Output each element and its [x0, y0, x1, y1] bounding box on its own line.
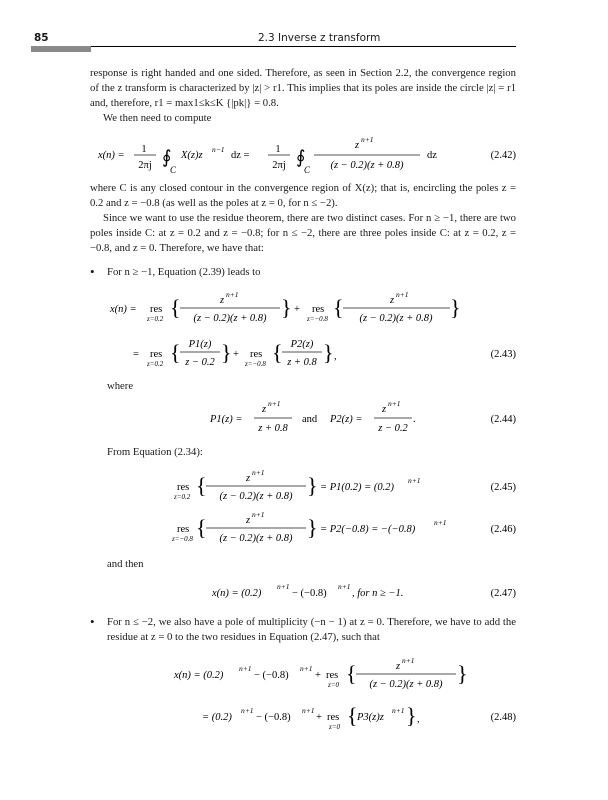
eq244-p1-num: z: [262, 404, 267, 415]
eq248-p3-exp: n+1: [392, 706, 405, 715]
eq246-rhs: = P2(−0.8) = −(−0.8): [320, 524, 416, 535]
equation-2-45: [90, 466, 516, 506]
eq243-sub1: z=0.2: [147, 315, 164, 323]
eq245-num: z: [246, 473, 251, 484]
right-brace-icon-5: }: [307, 473, 318, 498]
eq247-c: , for n ≥ −1.: [352, 588, 404, 599]
equation-2-44-svg: [90, 398, 516, 438]
eq247-b-exp: n+1: [338, 582, 351, 591]
eq246-num: z: [246, 515, 251, 526]
eq243-plus1: +: [294, 304, 300, 315]
eq243-res2: res: [312, 304, 325, 315]
equation-2-46-svg: [90, 508, 516, 548]
right-brace-icon-8: }: [406, 703, 417, 728]
eq242-frac2-num: z: [355, 140, 360, 151]
eq247-a: x(n) = (0.2): [212, 588, 262, 599]
eq247-number: (2.47): [490, 588, 516, 599]
equation-2-46: [90, 508, 516, 548]
eq244-p2-den: z − 0.2: [378, 423, 408, 434]
eq245-rhs: = P1(0.2) = (0.2): [320, 482, 394, 493]
eq248-number: (2.48): [490, 712, 516, 723]
eq248-den: (z − 0.2)(z + 0.8): [369, 679, 443, 690]
eq248-l2-b: − (−0.8): [256, 712, 291, 723]
eq246-res: res: [177, 524, 190, 535]
bullet-case-1-text: For n ≥ −1, Equation (2.39) leads to: [107, 266, 261, 278]
eq243-p1-den: z − 0.2: [185, 357, 215, 368]
eq242-frac2-num-exp: n+1: [361, 135, 374, 144]
eq243-sub3: z=0.2: [147, 360, 164, 368]
eq243-res1: res: [150, 304, 163, 315]
eq242-contour-integral-icon: ∮: [162, 147, 172, 167]
eq243-num2-exp: n+1: [396, 290, 409, 299]
eq248-l1-b-exp: n+1: [300, 664, 313, 673]
eq242-integrand: X(z)z: [181, 150, 203, 161]
eq248-comma: ,: [417, 714, 420, 725]
eq242-contour1: C: [170, 165, 177, 175]
eq242-lhs: x(n) =: [98, 150, 125, 161]
eq243-comma: ,: [334, 351, 337, 362]
left-brace-icon-3: {: [170, 340, 181, 365]
eq244-number: (2.44): [490, 414, 516, 425]
eq243-p2-num: P2(z): [290, 339, 314, 350]
right-brace-icon-4: }: [323, 340, 334, 365]
right-brace-icon-7: }: [457, 661, 468, 686]
header-rule-line: [91, 46, 516, 47]
eq244-period: .: [413, 414, 416, 425]
eq242-frac1-den: 2πj: [138, 160, 152, 171]
left-brace-icon: {: [170, 295, 181, 320]
eq248-sub1: z=0: [328, 681, 339, 689]
eq242-frac1-num: 1: [141, 144, 147, 155]
eq243-num1-exp: n+1: [226, 290, 239, 299]
equation-2-48-svg: [90, 652, 516, 742]
equation-2-44: [90, 398, 516, 438]
equation-2-48: [90, 652, 516, 742]
right-brace-icon-6: }: [307, 515, 318, 540]
paragraph-contour: where C is any closed contour in the convergence region of X(z); that is, encircling the poles z = 0.2 and z = −0.8 (as well as the poles at z = 0, for n ≤ −2).: [90, 182, 516, 209]
eq243-sub2: z=−0.8: [307, 315, 328, 323]
eq248-l2-b-exp: n+1: [302, 706, 315, 715]
eq248-p3: P3(z)z: [357, 712, 384, 723]
eq242-frac3-den: 2πj: [272, 160, 286, 171]
bullet-icon-2: •: [90, 614, 95, 629]
bullet-icon: •: [90, 264, 95, 279]
equation-2-42-svg: [90, 130, 516, 176]
equation-2-45-svg: [90, 466, 516, 506]
eq243-den2: (z − 0.2)(z + 0.8): [359, 313, 433, 324]
label-from-equation: From Equation (2.34):: [107, 446, 203, 458]
eq244-p1-den: z + 0.8: [258, 423, 288, 434]
eq248-l1-plus: +: [315, 670, 321, 681]
eq243-res4: res: [250, 349, 263, 360]
left-brace-icon-2: {: [333, 295, 344, 320]
eq246-den: (z − 0.2)(z + 0.8): [219, 533, 293, 544]
paragraph-convergence: response is right handed and one sided. Therefore, as seen in Section 2.2, the convergence region of the z transform is characterized by |z| > r1. This implies that its poles are inside the circle |z| = r1 and, therefore, r1 = max1≤k≤K {|pk|} = 0.8.: [90, 67, 516, 109]
eq244-p2-lhs: P2(z) =: [330, 414, 363, 425]
eq245-res: res: [177, 482, 190, 493]
eq248-num: z: [396, 661, 401, 672]
eq245-rhs-exp: n+1: [408, 476, 421, 485]
left-brace-icon-7: {: [346, 661, 357, 686]
paragraph-residue-cases: Since we want to use the residue theorem, there are two distinct cases. For n ≥ −1, there are two poles inside C: at z = 0.2 and z = −0.8; for n ≤ −2, there are three poles inside C: at z = 0.2, z = −0.8, and z = 0. Therefore, we have that:: [90, 212, 516, 254]
eq248-sub2: z=0: [329, 723, 340, 731]
eq242-frac2-den: (z − 0.2)(z + 0.8): [330, 160, 404, 171]
eq246-sub: z=−0.8: [172, 535, 193, 543]
equation-2-43: [90, 288, 516, 378]
bullet-case-2-text: For n ≤ −2, we also have a pole of multiplicity (−n − 1) at z = 0. Therefore, we have to add the residue at z = 0 to the two residues in Equation (2.47), such that: [107, 616, 516, 643]
running-header: [31, 29, 516, 51]
equation-2-47: [90, 580, 516, 604]
eq244-p1-num-exp: n+1: [268, 399, 281, 408]
eq243-p2-den: z + 0.8: [287, 357, 317, 368]
eq245-number: (2.45): [490, 482, 516, 493]
eq245-sub: z=0.2: [174, 493, 191, 501]
paragraph-compute: We then need to compute: [103, 112, 212, 124]
eq248-l2-a: = (0.2): [202, 712, 232, 723]
eq246-number: (2.46): [490, 524, 516, 535]
label-and-then: and then: [107, 558, 144, 570]
right-brace-icon: }: [281, 295, 292, 320]
eq248-l1-a: x(n) = (0.2): [174, 670, 224, 681]
label-where: where: [107, 380, 134, 392]
eq247-a-exp: n+1: [277, 582, 290, 591]
eq242-contour-integral-icon-2: ∮: [296, 147, 306, 167]
section-title: 2.3 Inverse z transform: [258, 32, 381, 44]
eq242-dz1: dz =: [231, 150, 250, 161]
eq245-den: (z − 0.2)(z + 0.8): [219, 491, 293, 502]
equation-2-42: [90, 130, 516, 176]
eq242-frac3-num: 1: [275, 144, 281, 155]
eq248-l2-plus: +: [316, 712, 322, 723]
eq242-integrand-exp: n−1: [212, 145, 225, 154]
left-brace-icon-4: {: [272, 340, 283, 365]
equation-2-47-svg: [90, 580, 516, 604]
bullet-case-1: [90, 265, 516, 280]
right-brace-icon-3: }: [221, 340, 232, 365]
eq243-p1-num: P1(z): [188, 339, 212, 350]
eq243-number: (2.43): [490, 349, 516, 360]
eq242-contour2: C: [304, 165, 311, 175]
eq243-plus2: +: [233, 349, 239, 360]
eq243-eq-sign: =: [133, 349, 139, 360]
eq243-res3: res: [150, 349, 163, 360]
eq244-p1-lhs: P1(z) =: [210, 414, 243, 425]
eq243-lhs: x(n) =: [110, 304, 137, 315]
header-rule-bar: [31, 46, 91, 52]
eq248-l2-a-exp: n+1: [241, 706, 254, 715]
eq248-l1-b: − (−0.8): [254, 670, 289, 681]
eq243-num2: z: [390, 295, 395, 306]
eq244-p2-num: z: [382, 404, 387, 415]
equation-2-43-svg: [90, 288, 516, 378]
eq245-num-exp: n+1: [252, 468, 265, 477]
eq242-dz2: dz: [427, 150, 437, 161]
eq243-sub4: z=−0.8: [245, 360, 266, 368]
bullet-case-2: [90, 615, 516, 645]
eq248-num-exp: n+1: [402, 656, 415, 665]
eq242-number: (2.42): [490, 150, 516, 161]
left-brace-icon-5: {: [196, 473, 207, 498]
eq243-num1: z: [220, 295, 225, 306]
eq248-res2: res: [327, 712, 340, 723]
eq243-den1: (z − 0.2)(z + 0.8): [193, 313, 267, 324]
eq244-and: and: [302, 414, 318, 425]
left-brace-icon-6: {: [196, 515, 207, 540]
right-brace-icon-2: }: [450, 295, 461, 320]
eq248-l1-a-exp: n+1: [239, 664, 252, 673]
left-brace-icon-8: {: [347, 703, 358, 728]
page-number: 85: [34, 32, 49, 44]
eq247-b: − (−0.8): [292, 588, 327, 599]
eq246-rhs-exp: n+1: [434, 518, 447, 527]
eq246-num-exp: n+1: [252, 510, 265, 519]
eq248-res1: res: [326, 670, 339, 681]
eq244-p2-num-exp: n+1: [388, 399, 401, 408]
